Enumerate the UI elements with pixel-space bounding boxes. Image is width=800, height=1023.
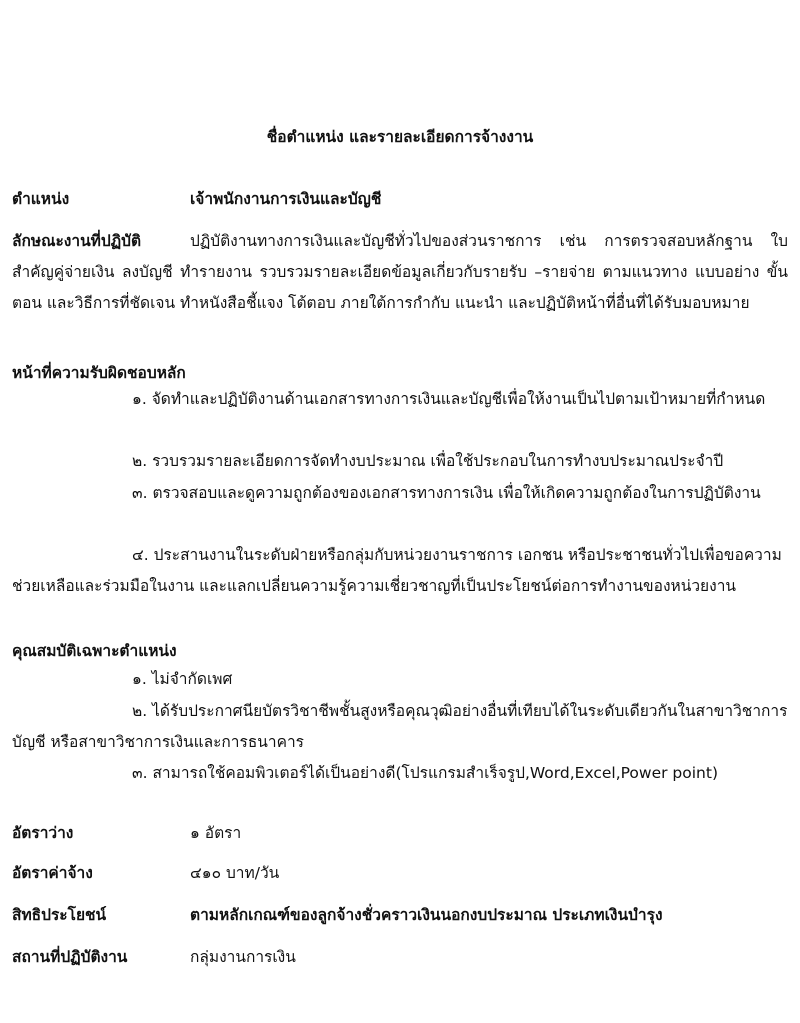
vacancies-label: อัตราว่าง	[12, 824, 74, 842]
vacancies-value: ๑ อัตรา	[190, 824, 242, 842]
responsibility-item-3: ๓. ตรวจสอบและดูความถูกต้องของเอกสารทางการเงิน เพื่อให้เกิดความถูกต้องในการปฏิบัติงาน	[132, 484, 761, 502]
job-nature-paragraph	[12, 226, 788, 319]
qualification-item-2: ๒. ได้รับประกาศนียบัตรวิชาชีพชั้นสูงหรือคุณวุฒิอย่างอื่นที่เทียบได้ในระดับเดียวกันในสาขาวิชาการบัญชี หรือสาขาวิชาการเงินและการธนาคาร	[12, 702, 788, 751]
wage-value: ๔๑๐ บาท/วัน	[190, 864, 280, 882]
responsibility-item-4: ๔. ประสานงานในระดับฝ่ายหรือกลุ่มกับหน่วยงานราชการ เอกชน หรือประชาชนทั่วไปเพื่อขอความช่วยเหลือและร่วมมือในงาน และแลกเปลี่ยนความรู้ความเชี่ยวชาญที่เป็นประโยชน์ต่อการทำงานของหน่วยงาน	[12, 546, 782, 595]
workplace-value: กลุ่มงานการเงิน	[190, 948, 296, 966]
job-nature-label: ลักษณะงานที่ปฏิบัติ	[12, 232, 142, 250]
job-nature-text: ปฏิบัติงานทางการเงินและบัญชีทั่วไปของส่วนราชการ เช่น การตรวจสอบหลักฐาน ใบสำคัญคู่จ่ายเงิน ลงบัญชี ทำรายงาน รวบรวมรายละเอียดข้อมูลเกี่ยวกับรายรับ –รายจ่าย ตามแนวทาง แบบอย่าง ขั้นตอน และวิธีการที่ชัดเจน ทำหนังสือชี้แจง โต้ตอบ ภายใต้การกำกับ แนะนำ และปฏิบัติหน้าที่อื่นที่ได้รับมอบหมาย	[12, 232, 788, 312]
responsibility-item-1: ๑. จัดทำและปฏิบัติงานด้านเอกสารทางการเงินและบัญชีเพื่อให้งานเป็นไปตามเป้าหมายที่กำหนด	[132, 390, 766, 408]
qualification-item-1: ๑. ไม่จำกัดเพศ	[132, 670, 233, 688]
wage-label: อัตราค่าจ้าง	[12, 864, 93, 882]
position-label: ตำแหน่ง	[12, 190, 70, 208]
benefits-value: ตามหลักเกณฑ์ของลูกจ้างชั่วคราวเงินนอกงบประมาณ ประเภทเงินบำรุง	[190, 906, 663, 924]
responsibilities-heading: หน้าที่ความรับผิดชอบหลัก	[12, 364, 186, 382]
workplace-label: สถานที่ปฏิบัติงาน	[12, 948, 128, 966]
qualifications-heading: คุณสมบัติเฉพาะตำแหน่ง	[12, 642, 177, 660]
benefits-label: สิทธิประโยชน์	[12, 906, 107, 924]
qualification-item-3: ๓. สามารถใช้คอมพิวเตอร์ได้เป็นอย่างดี(โปรแกรมสำเร็จรูป,Word,Excel,Power point)	[132, 764, 719, 782]
responsibility-item-2: ๒. รวบรวมรายละเอียดการจัดทำงบประมาณ เพื่อใช้ประกอบในการทำงบประมาณประจำปี	[132, 452, 724, 470]
position-value: เจ้าพนักงานการเงินและบัญชี	[190, 190, 382, 208]
document-title: ชื่อตำแหน่ง และรายละเอียดการจ้างงาน	[266, 128, 534, 146]
